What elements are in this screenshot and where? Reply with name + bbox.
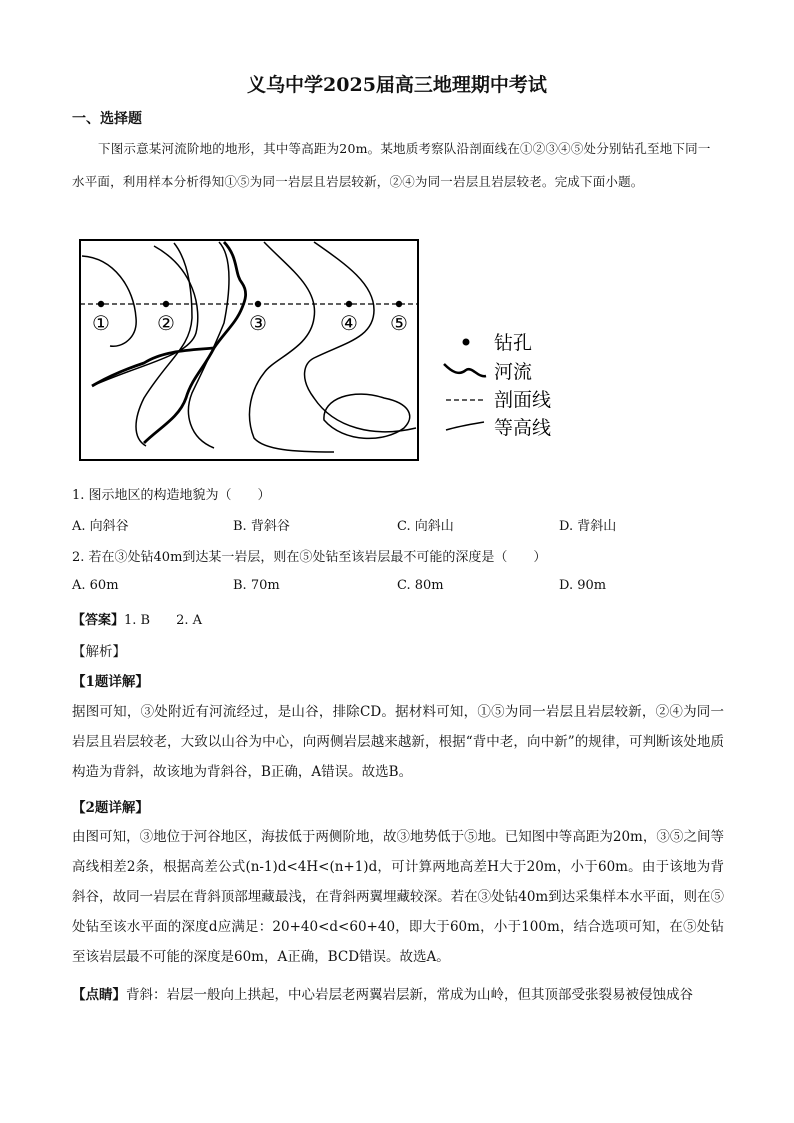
point-label-2: ② — [157, 311, 175, 335]
tip-label: 【点睛】 — [72, 987, 126, 1003]
detail-1-text: 据图可知，③处附近有河流经过，是山谷，排除CD。据材料可知，①⑤为同一岩层且岩层较新，②④为同一岩层且岩层较老，大致以山谷为中心，向两侧岩层越来越新，根据“背中老，向中新”的规律，可判断该处地质构造为背斜，故该地为背斜谷，B正确，A错误。故选B。 — [72, 704, 724, 780]
answer-text: 1. B 2. A — [124, 613, 203, 628]
q2-option-c: C. 80m — [397, 578, 444, 593]
q2-option-b: B. 70m — [233, 578, 280, 593]
detail-2-label: 【2题详解】 — [72, 800, 149, 816]
section-heading: 一、选择题 — [72, 111, 142, 127]
drill-point-4 — [346, 301, 352, 307]
legend-river-label: 河流 — [494, 361, 533, 383]
legend-contour-icon — [446, 422, 484, 430]
point-label-1: ① — [92, 311, 110, 335]
contour-map-figure — [74, 238, 574, 462]
tip-text: 背斜：岩层一般向上拱起，中心岩层老两翼岩层新，常成为山岭，但其顶部受张裂易被侵蚀成谷 — [126, 987, 693, 1003]
map-frame — [80, 240, 418, 460]
map-legend — [444, 332, 551, 439]
q1-option-d: D. 背斜山 — [559, 519, 617, 534]
legend-drill-icon — [463, 339, 470, 346]
q1-option-a: A. 向斜谷 — [72, 519, 129, 534]
river — [92, 242, 246, 443]
q2-option-d: D. 90m — [559, 578, 607, 593]
point-label-3: ③ — [249, 311, 267, 335]
question-2-stem: 2. 若在③处钻40m到达某一岩层，则在⑤处钻至该岩层最不可能的深度是（ ） — [72, 550, 547, 565]
legend-section-label: 剖面线 — [494, 389, 552, 411]
answer-line — [72, 609, 202, 628]
page-title: 义乌中学2025届高三地理期中考试 — [247, 74, 547, 96]
legend-river-icon — [444, 364, 486, 376]
analysis-label: 【解析】 — [72, 644, 126, 660]
tip-line — [72, 980, 724, 1010]
q1-option-b: B. 背斜谷 — [233, 519, 290, 534]
detail-2-text: 由图可知，③地位于河谷地区，海拔低于两侧阶地，故③地势低于⑤地。已知图中等高距为20m，③⑤之间等高线相差2条，根据高差公式(n-1)d<4H<(n+1)d，可计算两地高差H大于20m，小于60m。由于该地为背斜谷，故同一岩层在背斜顶部埋藏最浅，在背斜两翼埋藏较深。若在③处钻40m到达采集样本水平面，则在⑤处钻至该水平面的深度d应满足：20+40<d<60+40，即大于60m，小于100m，结合选项可知，在⑤处钻至该岩层最不可能的深度是60m，A正确，BCD错误。故选A。 — [72, 829, 724, 965]
legend-drill-label: 钻孔 — [494, 332, 533, 354]
legend-contour-label: 等高线 — [494, 417, 552, 439]
contour-lines — [82, 242, 416, 452]
question-1-stem: 1. 图示地区的构造地貌为（ ） — [72, 488, 271, 503]
point-label-5: ⑤ — [390, 311, 408, 335]
drill-point-5 — [396, 301, 402, 307]
point-label-4: ④ — [340, 311, 358, 335]
detail-1-label: 【1题详解】 — [72, 674, 149, 690]
answer-label: 【答案】 — [72, 613, 125, 628]
drill-point-3 — [255, 301, 261, 307]
question-intro: 下图示意某河流阶地的地形，其中等高距为20m。某地质考察队沿剖面线在①②③④⑤处分别钻孔至地下同一水平面，利用样本分析得知①⑤为同一岩层且岩层较新，②④为同一岩层且岩层较老。完成下面小题。 — [72, 141, 711, 189]
q2-option-a: A. 60m — [72, 578, 119, 593]
drill-point-2 — [163, 301, 169, 307]
q1-option-c: C. 向斜山 — [397, 519, 454, 534]
drill-point-1 — [98, 301, 104, 307]
